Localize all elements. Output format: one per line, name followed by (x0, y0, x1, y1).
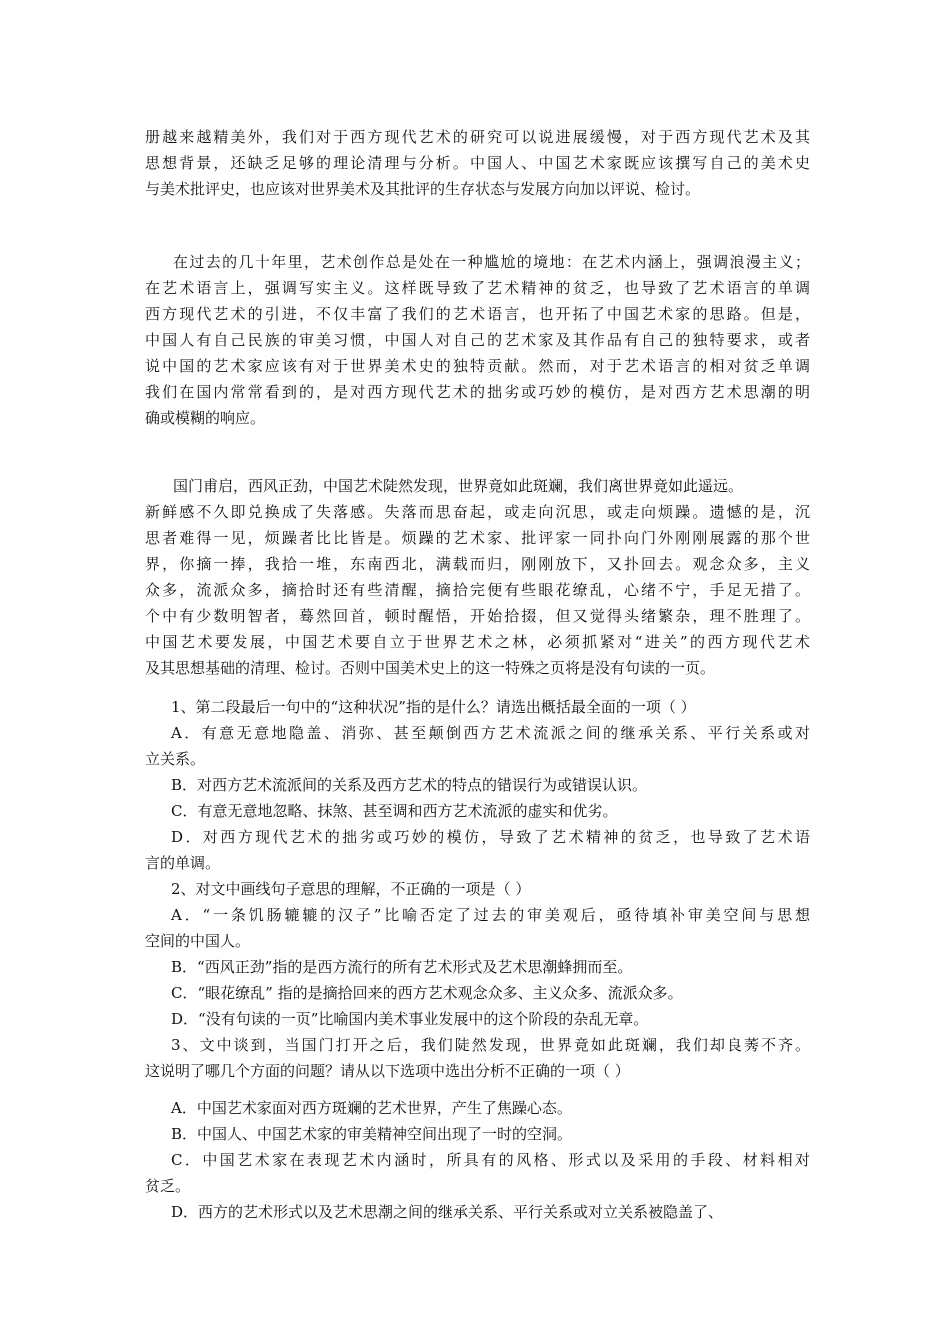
text-line: 思想背景，还缺乏足够的理论清理与分析。中国人、中国艺术家既应该撰写自己的美术史 (145, 154, 810, 172)
question-1-option-a-cont: 立关系。 (145, 750, 206, 768)
text-line: 国门甫启，西风正劲，中国艺术陡然发现，世界竟如此斑斓，我们离世界竟如此遥远。 (173, 477, 744, 495)
question-3-options (145, 1095, 810, 1225)
question-3-option-c: C．中国艺术家在表现艺术内涵时，所具有的风格、形式以及采用的手段、材料相对 (171, 1151, 810, 1169)
text-line: 西方现代艺术的引进，不仅丰富了我们的艺术语言，也开拓了中国艺术家的思路。但是， (145, 305, 810, 323)
text-line: 册越来越精美外，我们对于西方现代艺术的研究可以说进展缓慢，对于西方现代艺术及其 (145, 128, 810, 146)
text-line: 在过去的几十年里，艺术创作总是处在一种尴尬的境地：在艺术内涵上，强调浪漫主义； (173, 253, 810, 271)
text-line: 我们在国内常常看到的，是对西方现代艺术的拙劣或巧妙的模仿，是对西方艺术思潮的明 (145, 383, 810, 401)
question-3-option-b: B．中国人、中国艺术家的审美精神空间出现了一时的空洞。 (171, 1125, 573, 1143)
question-2-option-b: B．“西风正劲”指的是西方流行的所有艺术形式及艺术思潮蜂拥而至。 (171, 958, 633, 976)
paragraph-1 (145, 124, 810, 202)
text-line: 中国艺术要发展，中国艺术要自立于世界艺术之林，必须抓紧对“进关”的西方现代艺术 (145, 633, 810, 651)
question-1-option-a: A．有意无意地隐盖、消弥、甚至颠倒西方艺术流派之间的继承关系、平行关系或对 (171, 724, 810, 742)
text-line: 中国人有自己民族的审美习惯，中国人对自己的艺术家及其作品有自己的独特要求，或者 (145, 331, 810, 349)
question-1-option-c: C．有意无意地忽略、抹煞、甚至调和西方艺术流派的虚实和优劣。 (171, 802, 618, 820)
question-1-option-b: B．对西方艺术流派间的关系及西方艺术的特点的错误行为或错误认识。 (171, 776, 648, 794)
question-2-option-c: C．“眼花缭乱” 指的是摘拾回来的西方艺术观念众多、主义众多、流派众多。 (171, 984, 683, 1002)
question-3-option-a: A．中国艺术家面对西方斑斓的艺术世界，产生了焦躁心态。 (171, 1099, 572, 1117)
text-line: 说中国的艺术家应该有对于世界美术史的独特贡献。然而，对于艺术语言的相对贫乏单调 (145, 357, 810, 375)
question-2-option-a-cont: 空间的中国人。 (145, 932, 251, 950)
text-line: 在艺术语言上，强调写实主义。这样既导致了艺术精神的贫乏，也导致了艺术语言的单调 (145, 279, 810, 297)
question-2-option-d: D．“没有句读的一页”比喻国内美术事业发展中的这个阶段的杂乱无章。 (171, 1010, 649, 1028)
text-line: 新鲜感不久即兑换成了失落感。失落而思奋起，或走向沉思，或走向烦躁。遗憾的是，沉 (145, 503, 810, 521)
question-3-stem: 3、文中谈到，当国门打开之后，我们陡然发现，世界竟如此斑斓，我们却良莠不齐。 (171, 1036, 810, 1054)
text-line: 个中有少数明智者，蓦然回首，顿时醒悟，开始拾掇，但又觉得头绪繁杂，理不胜理了。 (145, 607, 810, 625)
question-3-option-d: D．西方的艺术形式以及艺术思潮之间的继承关系、平行关系或对立关系被隐盖了、 (171, 1203, 724, 1221)
question-1-stem: 1、第二段最后一句中的“这种状况”指的是什么？请选出概括最全面的一项（ ） (171, 698, 696, 716)
paragraph-3 (145, 473, 810, 681)
questions-block (145, 694, 810, 1084)
text-line: 确或模糊的响应。 (145, 409, 266, 427)
text-line: 界，你摘一捧，我拾一堆，东南西北，满载而归，刚刚放下，又扑回去。观念众多，主义 (145, 555, 810, 573)
question-3-stem-cont: 这说明了哪几个方面的问题？请从以下选项中选出分析不正确的一项（ ） (145, 1062, 630, 1080)
question-1-option-d: D．对西方现代艺术的拙劣或巧妙的模仿，导致了艺术精神的贫乏，也导致了艺术语 (171, 828, 810, 846)
text-line: 思者难得一见，烦躁者比比皆是。烦躁的艺术家、批评家一同扑向门外刚刚展露的那个世 (145, 529, 810, 547)
question-3-option-c-cont: 贫乏。 (145, 1177, 191, 1195)
text-line: 及其思想基础的清理、检讨。否则中国美术史上的这一特殊之页将是没有句读的一页。 (145, 659, 716, 677)
text-line: 众多，流派众多，摘拾时还有些清醒，摘拾完便有些眼花缭乱，心绪不宁，手足无措了。 (145, 581, 810, 599)
question-2-stem: 2、对文中画线句子意思的理解，不正确的一项是（ ） (171, 880, 531, 898)
question-2-option-a: A．“一条饥肠辘辘的汉子”比喻否定了过去的审美观后，亟待填补审美空间与思想 (171, 906, 810, 924)
paragraph-2 (145, 249, 810, 431)
question-1-option-d-cont: 言的单调。 (145, 854, 221, 872)
text-line: 与美术批评史，也应该对世界美术及其批评的生存状态与发展方向加以评说、检讨。 (145, 180, 701, 198)
